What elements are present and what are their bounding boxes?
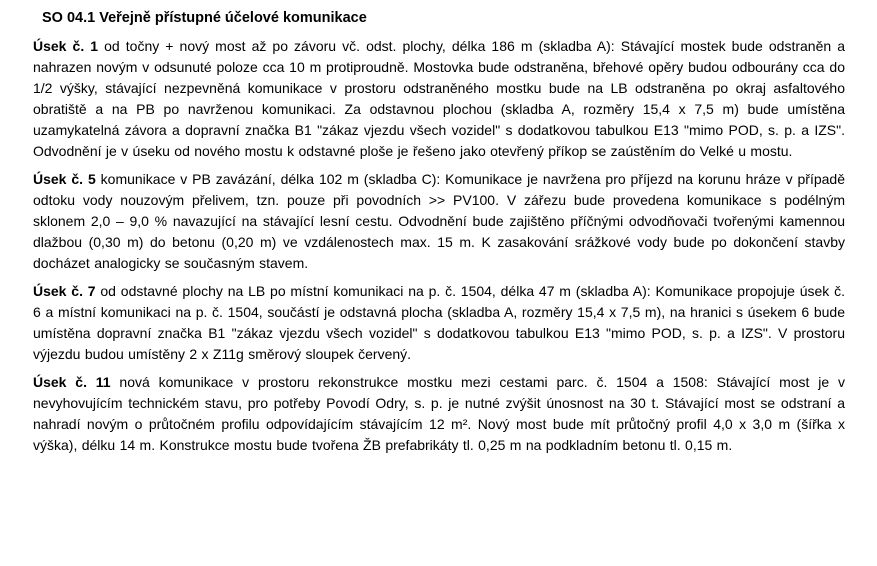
paragraph-usek-1-text: od točny + nový most až po závoru vč. odst. plochy, délka 186 m (skladba A): Stávající mostek bude odstraněn a nahrazen novým v odsunuté poloze cca 10 m protiproudně. Mostovka bude odstraněna, břehové opěry budou odbourány cca do 1/2 výšky, stávající nezpevněná komunikace v prostoru odstraněného mostku bude na LB odstraněna po okraj asfaltového obratiště a na PB po navrženou komunikaci. Za odstavnou plochou (skladba A, rozměry 15,4 x 7,5 m) bude umístěna uzamykatelná závora a dopravní značka B1 "zákaz vjezdu všech vozidel" s dodatkovou tabulkou E13 "mimo POD, s. p. a IZS". Odvodnění je v úseku od nového mostu k odstavné ploše je řešeno jako otevřený příkop se zaústěním do Velké u mostu. — [33, 38, 845, 159]
paragraph-usek-7-text: od odstavné plochy na LB po místní komunikaci na p. č. 1504, délka 47 m (skladba A): Komunikace propojuje úsek č. 6 a místní komunikaci na p. č. 1504, součástí je odstavná plocha (skladba A, rozměry 15,4 x 7,5 m), na hranici s úsekem 6 bude umístěna dopravní značka B1 "zákaz vjezdu všech vozidel" s dodatkovou tabulkou E13 "mimo POD, s. p. a IZS". V prostoru výjezdu budou umístěny 2 x Z11g směrový sloupek červený. — [33, 283, 846, 362]
paragraph-usek-1 — [33, 36, 845, 162]
paragraph-usek-1-lead: Úsek č. 1 — [33, 38, 99, 54]
paragraph-usek-5-text: komunikace v PB zavázání, délka 102 m (skladba C): Komunikace je navržena pro příjezd na korunu hráze v případě odtoku vody nouzovým přelivem, tzn. pouze při povodních >> PV100. V zářezu bude provedena komunikace s podélným sklonem 2,0 – 9,0 % navazující na stávající lesní cestu. Odvodnění bude zajištěno příčnými odvodňovači tvořenými kamennou dlažbou (0,30 m) do betonu (0,20 m) ve vzdálenostech max. 15 m. K zasakování srážkové vody bude po dokončení stavby docházet analogicky se současným stavem. — [33, 171, 845, 271]
paragraph-usek-5 — [33, 169, 845, 274]
paragraph-usek-11-lead: Úsek č. 11 — [33, 374, 111, 390]
paragraph-usek-11-text: nová komunikace v prostoru rekonstrukce mostku mezi cestami parc. č. 1504 a 1508: Stávající most je v nevyhovujícím technickém stavu, pro potřeby Povodí Odry, s. p. je nutné zvýšit únosnost na 30 t. Stávající most se odstraní a nahradí novým o průtočném profilu odpovídajícím stávajícím 12 m². Nový most bude mít průtočný profil 4,0 x 3,0 m (šířka x výška), délku 14 m. Konstrukce mostu bude tvořena ŽB prefabrikáty tl. 0,25 m na podkladním betonu tl. 0,15 m. — [33, 374, 845, 453]
document-title: SO 04.1 Veřejně přístupné účelové komunikace — [42, 10, 367, 26]
paragraph-usek-5-lead: Úsek č. 5 — [33, 171, 96, 187]
paragraph-usek-7-lead: Úsek č. 7 — [33, 283, 96, 299]
paragraph-usek-7 — [33, 281, 845, 365]
paragraph-usek-11 — [33, 372, 845, 456]
